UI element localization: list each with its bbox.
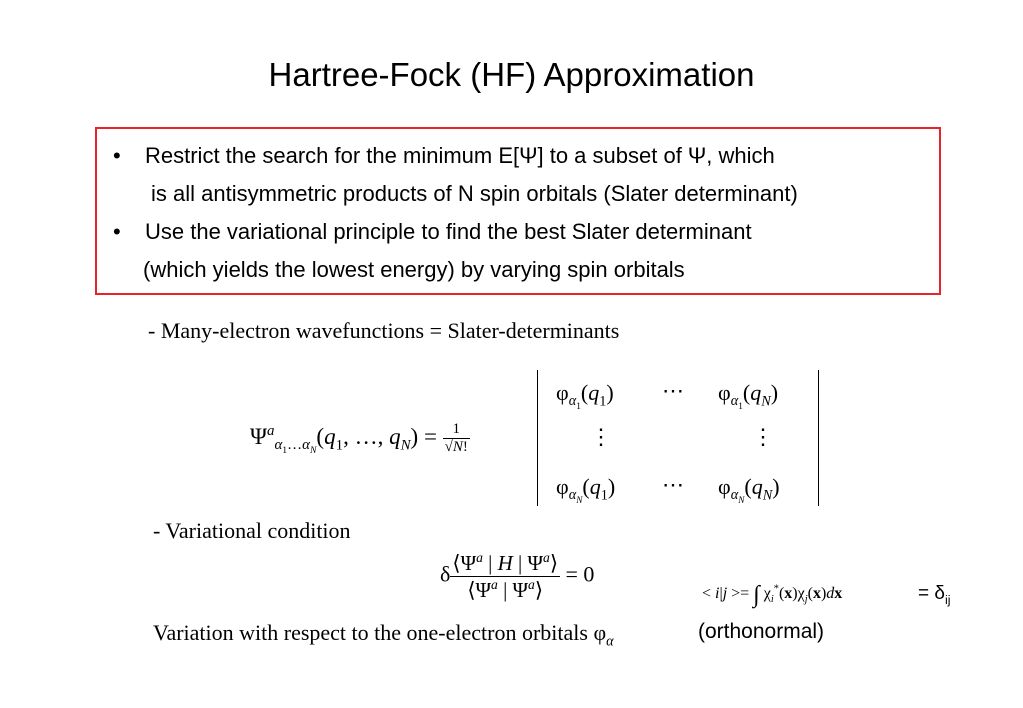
det-entry-11: $\varphi_{\alpha_1}(q_1)$	[556, 380, 614, 413]
bullet-1-line-1: Restrict the search for the minimum E[Ψ] to a subset of Ψ, which	[145, 143, 775, 168]
determinant-left-bar	[537, 370, 538, 506]
kronecker-delta: = $\delta_{ij}$	[918, 583, 951, 607]
bullet-2-line-2: (which yields the lowest energy) by varying spin orbitals	[143, 257, 685, 282]
det-dots-row-1: ⋯	[662, 378, 684, 403]
det-vdots-left: ⋮	[590, 424, 612, 449]
orthonormal-note: (orthonormal)	[698, 620, 825, 643]
det-dots-row-n: ⋯	[662, 472, 684, 497]
bullet-marker: •	[113, 143, 121, 168]
slater-equation-lhs: $\Psi^a_{\alpha_1\dots\alpha_N}(q_1$, …, $q_N$) = $\frac{1}{√N!}$	[250, 421, 468, 457]
det-entry-nn: $\varphi_{\alpha_N}(q_N)$	[718, 474, 780, 507]
many-electron-heading: - Many-electron wavefunctions = Slater-determinants	[148, 318, 620, 343]
orthonormality-integral: < i|j >= ∫ $\chi_i^*(x)\chi_j(x)dx$	[702, 582, 843, 608]
variation-statement: Variation with respect to the one-electron orbitals $\varphi_\alpha$	[153, 620, 614, 650]
variational-equation: δ $\frac{⟨\Psi^a | H | \Psi^a⟩}{⟨\Psi^a | \Psi^a⟩}$ = 0	[440, 550, 595, 602]
variational-condition-heading: - Variational condition	[153, 518, 351, 543]
page-title: Hartree-Fock (HF) Approximation	[268, 56, 755, 93]
det-vdots-right: ⋮	[752, 424, 774, 449]
bullet-1-line-2: is all antisymmetric products of N spin orbitals (Slater determinant)	[151, 181, 798, 206]
bullet-marker: •	[113, 219, 121, 244]
determinant-right-bar	[818, 370, 819, 506]
det-entry-1n: $\varphi_{\alpha_1}(q_N)$	[718, 380, 779, 413]
det-entry-n1: $\varphi_{\alpha_N}(q_1)$	[556, 474, 616, 507]
bullet-2-line-1: Use the variational principle to find the best Slater determinant	[145, 219, 752, 244]
